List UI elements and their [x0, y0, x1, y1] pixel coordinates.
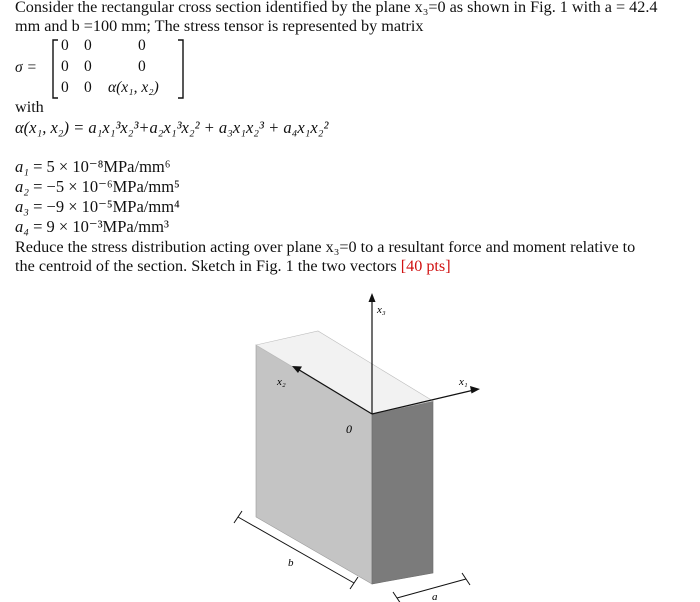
x3-label: x₃: [377, 304, 386, 316]
matrix-r3c1: 0: [61, 79, 69, 96]
dimension-a-label: a: [432, 591, 438, 602]
dimension-a-tick-end: [462, 573, 470, 585]
matrix-r1c3: 0: [138, 37, 146, 54]
matrix-r2c1: 0: [61, 58, 69, 75]
dimension-b-tick-end: [350, 577, 358, 589]
matrix-r2c2: 0: [84, 58, 92, 75]
coefficient-name: a₄: [15, 217, 29, 236]
origin-label: 0: [346, 422, 352, 436]
matrix-r3c3: α(x₁, x₂): [108, 79, 159, 96]
coefficient-name: a₂: [15, 177, 29, 196]
alpha-rhs: a₁x₁³x₂³+a₂x₁³x₂² + a₃x₁x₂³ + a₄x₁x₂²: [88, 118, 329, 137]
matrix-r2c3: 0: [138, 58, 146, 75]
coefficient-name: a₁: [15, 157, 29, 176]
coefficient-value: = 5 × 10⁻⁸MPa/mm⁶: [33, 157, 171, 176]
with-label: with: [15, 98, 44, 116]
alpha-lhs: α(x₁, x₂) =: [15, 118, 89, 137]
coefficient-value: = −5 × 10⁻⁶MPa/mm⁵: [33, 177, 180, 196]
x1-arrowhead: [470, 386, 480, 394]
reduce-line-2-text: the centroid of the section. Sketch in Fig. 1 the two vectors: [15, 257, 401, 275]
reduce-line-1: Reduce the stress distribution acting over plane x₃=0 to a resultant force and moment relative to: [15, 238, 636, 256]
x1-label: x₁: [459, 376, 468, 388]
coefficient-value: = 9 × 10⁻³MPa/mm³: [33, 217, 169, 236]
matrix-r1c1: 0: [61, 37, 69, 54]
sigma-symbol: σ =: [15, 59, 37, 76]
x3-arrowhead: [369, 293, 376, 302]
coefficient-name: a₃: [15, 197, 29, 216]
block-front-face: [372, 401, 433, 584]
coefficient-value: = −9 × 10⁻⁵MPa/mm⁴: [33, 197, 180, 216]
x2-label: x₂: [277, 376, 286, 388]
matrix-r1c2: 0: [84, 37, 92, 54]
problem-line-2: mm and b =100 mm; The stress tensor is represented by matrix: [15, 17, 424, 35]
matrix-r3c2: 0: [84, 79, 92, 96]
problem-line-1: Consider the rectangular cross section identified by the plane x₃=0 as shown in Fig. 1 with a = 42.4: [15, 0, 658, 16]
dimension-b-tick-start: [234, 511, 242, 523]
points-label: [40 pts]: [400, 257, 451, 275]
dimension-b-label: b: [288, 557, 294, 569]
